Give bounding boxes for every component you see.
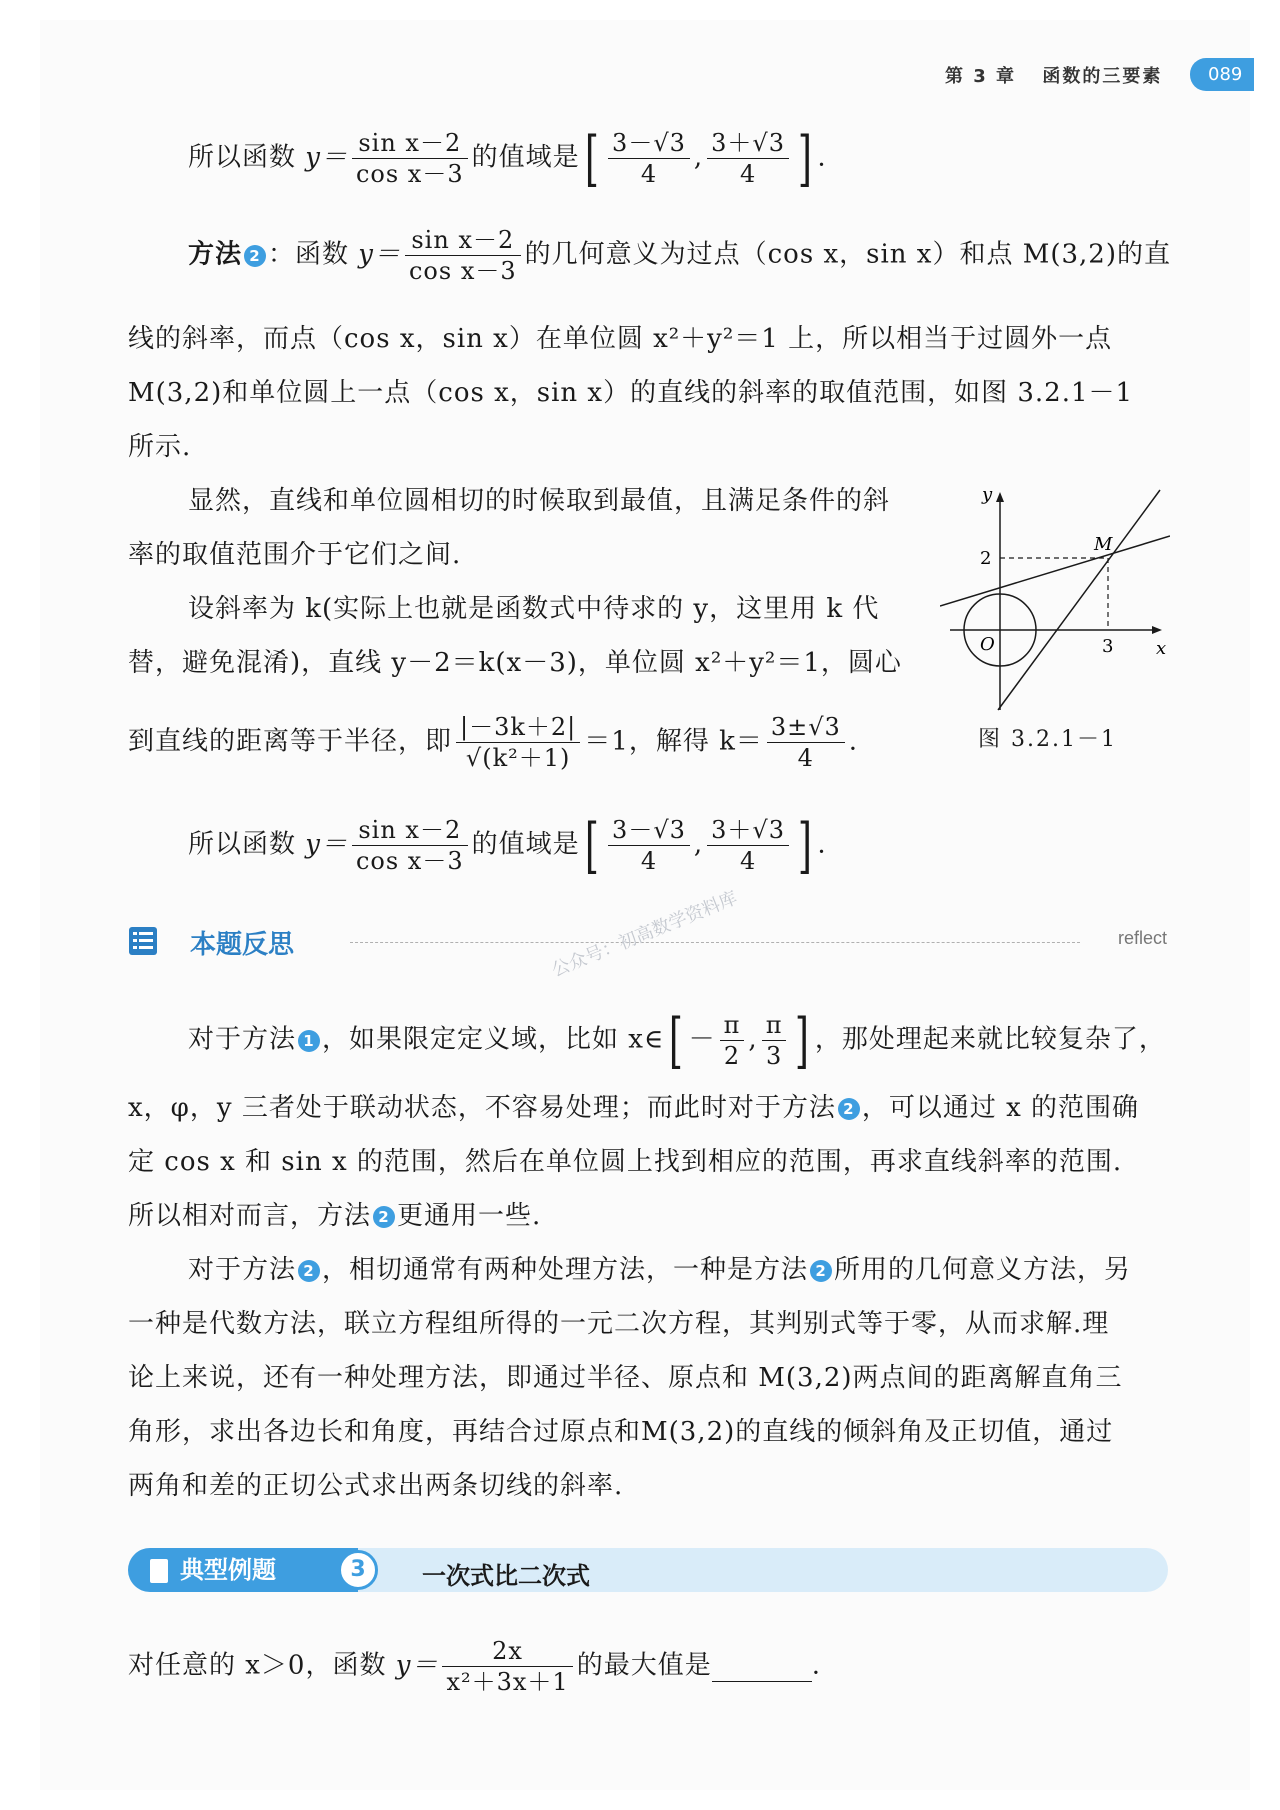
text: ＝1，解得 k＝ xyxy=(584,726,763,757)
example-title: 一次式比二次式 xyxy=(422,1562,590,1590)
frac-den: 3 xyxy=(765,1042,783,1070)
text: 的值域是 xyxy=(471,142,580,173)
frac-num: sin x－2 xyxy=(352,815,468,846)
text: 对于方法 xyxy=(188,1024,297,1055)
fraction-left xyxy=(608,128,690,189)
fraction-left xyxy=(608,815,690,876)
example-tag xyxy=(128,1548,358,1592)
text: 的值域是 xyxy=(471,829,580,860)
frac-den: 4 xyxy=(640,847,658,875)
circled-number: 2 xyxy=(373,1206,395,1228)
fraction-pi-3 xyxy=(762,1010,787,1071)
frac-den: 4 xyxy=(640,160,658,188)
reflect-line-9: 两角和差的正切公式求出两条切线的斜率. xyxy=(128,1471,624,1501)
reflect-line-7: 论上来说，还有一种处理方法，即通过半径、原点和 M(3,2)两点间的距离解直角三 xyxy=(128,1363,1123,1393)
chapter-number: 第 3 章 xyxy=(945,66,1017,87)
text: 对于方法 xyxy=(188,1255,297,1285)
label-two: 2 xyxy=(980,548,992,569)
right-bracket: ] xyxy=(797,810,813,881)
answer-blank[interactable] xyxy=(712,1651,812,1682)
tangent-line-1 xyxy=(940,536,1170,606)
reflect-line-8: 角形，求出各边长和角度，再结合过原点和M(3,2)的直线的倾斜角及正切值，通过 xyxy=(128,1417,1114,1447)
paragraph-line: 替，避免混淆)，直线 y－2＝k(x－3)，单位圆 x²＋y²＝1，圆心 xyxy=(128,648,902,678)
left-bracket: [ xyxy=(584,810,600,881)
book-icon xyxy=(150,1559,168,1583)
fraction-right xyxy=(707,128,789,189)
page-number: 089 xyxy=(1190,58,1254,91)
frac-den: 4 xyxy=(739,160,757,188)
y-axis-arrow xyxy=(996,492,1004,502)
reflect-divider xyxy=(350,942,1080,943)
frac-den: cos x－3 xyxy=(355,847,464,875)
fraction-right xyxy=(707,815,789,876)
example-tag-label: 典型例题 xyxy=(180,1556,276,1584)
fraction-sin-cos xyxy=(405,225,521,286)
frac-num: sin x－2 xyxy=(352,128,468,159)
frac-den: cos x－3 xyxy=(408,257,517,285)
frac-num: 3－√3 xyxy=(608,815,690,846)
range-line-1: 所以函数 y＝ $\frac{\text{sin x－2}}{\text{cos x－3}}$ 的值域是[ $\frac{3-√3}{4}$ , $\frac{3+√3}{4}$ ] . xyxy=(188,123,827,194)
paragraph-line: 设斜率为 k(实际上也就是函数式中待求的 y，这里用 k 代 xyxy=(188,594,880,624)
text: 更通用一些. xyxy=(397,1201,542,1231)
text: ，相切通常有两种处理方法，一种是方法 xyxy=(322,1255,809,1285)
frac-num: 2x xyxy=(442,1636,572,1667)
text: x，φ，y 三者处于联动状态，不容易处理；而此时对于方法 xyxy=(128,1093,836,1123)
text: ，可以通过 x 的范围确 xyxy=(861,1093,1140,1123)
frac-den: 4 xyxy=(739,847,757,875)
frac-num: 3＋√3 xyxy=(707,128,789,159)
example-number: 3 xyxy=(338,1550,378,1590)
method-label: 方法 xyxy=(188,239,243,270)
fraction-question xyxy=(442,1636,572,1697)
text: 所以相对而言，方法 xyxy=(128,1201,372,1231)
paragraph-line: M(3,2)和单位圆上一点（cos x，sin x）的直线的斜率的取值范围，如图 3.2.1－1 xyxy=(128,378,1134,408)
left-bracket: [ xyxy=(669,1005,684,1076)
text: . xyxy=(811,1650,821,1681)
fraction-sin-cos xyxy=(352,815,468,876)
fraction-sin-cos xyxy=(352,128,468,189)
frac-den: 2 xyxy=(723,1042,741,1070)
label-origin: O xyxy=(980,634,995,655)
distance-line xyxy=(128,712,858,773)
paragraph-line: 线的斜率，而点（cos x，sin x）在单位圆 x²＋y²＝1 上，所以相当于过圆外一点 xyxy=(128,324,1113,354)
frac-num: 3－√3 xyxy=(608,128,690,159)
paragraph-line: 所示. xyxy=(128,432,192,462)
fraction-distance xyxy=(456,712,580,773)
frac-num: 3±√3 xyxy=(767,712,845,743)
text: . xyxy=(817,142,827,173)
label-three: 3 xyxy=(1102,636,1114,657)
frac-den: cos x－3 xyxy=(355,160,464,188)
reflect-line-1: 对于方法 1 ，如果限定定义域，比如 x∈[ － $\frac{\pi}{2}$ , $\frac{\pi}{3}$ ] ，那处理起来就比较复杂了， xyxy=(188,1005,1166,1076)
watermark: 公众号：初高数学资料库 xyxy=(548,887,741,982)
y-eq: y＝ xyxy=(358,239,401,270)
frac-den: 4 xyxy=(797,744,814,772)
text: . xyxy=(848,726,859,757)
fraction-pi-2 xyxy=(720,1010,745,1071)
minus: － xyxy=(688,1024,716,1055)
frac-den: √(k²＋1) xyxy=(465,744,571,772)
text: 对任意的 x＞0，函数 xyxy=(128,1650,396,1681)
y-eq: y＝ xyxy=(305,142,348,173)
text: 所用的几何意义方法，另 xyxy=(834,1255,1132,1285)
frac-den: x²＋3x＋1 xyxy=(446,1668,569,1696)
paragraph-line: 率的取值范围介于它们之间. xyxy=(128,540,462,570)
text: ，如果限定定义域，比如 x∈ xyxy=(322,1024,665,1055)
reflect-title: 本题反思 xyxy=(190,930,295,960)
chapter-title: 函数的三要素 xyxy=(1042,66,1163,87)
text: 所以函数 xyxy=(188,829,306,860)
reflect-en: reflect xyxy=(1118,928,1168,948)
example-question xyxy=(128,1636,821,1697)
paragraph-line: 显然，直线和单位圆相切的时候取到最值，且满足条件的斜 xyxy=(188,486,891,516)
figure-caption: 图 3.2.1－1 xyxy=(978,727,1117,752)
text: ，那处理起来就比较复杂了， xyxy=(814,1024,1166,1055)
reflect-line-2 xyxy=(128,1081,1139,1135)
tangent-line-2 xyxy=(998,490,1160,710)
text: 所以函数 xyxy=(188,142,306,173)
y-eq: y＝ xyxy=(305,829,348,860)
list-icon xyxy=(128,926,158,956)
circled-number: 2 xyxy=(298,1260,320,1282)
chapter-label xyxy=(945,62,1162,88)
circled-number: 1 xyxy=(298,1030,320,1052)
frac-num: sin x－2 xyxy=(405,225,521,256)
text: 的最大值是 xyxy=(576,1650,712,1681)
left-bracket: [ xyxy=(584,123,600,194)
text: . xyxy=(817,829,827,860)
range-line-2: 所以函数 y＝ $\frac{\text{sin x－2}}{\text{cos x－3}}$ 的值域是[ $\frac{3-√3}{4}$ , $\frac{3+√3}{4}$ ] . xyxy=(188,810,827,881)
frac-num: π xyxy=(720,1010,745,1041)
reflect-line-6: 一种是代数方法，联立方程组所得的一元二次方程，其判别式等于零，从而求解.理 xyxy=(128,1309,1110,1339)
right-bracket: ] xyxy=(795,1005,811,1076)
circled-number: 2 xyxy=(838,1098,860,1120)
text: 到直线的距离等于半径，即 xyxy=(128,726,453,757)
text: 的几何意义为过点（cos x，sin x）和点 M(3,2)的直 xyxy=(524,239,1171,270)
figure-unit-circle xyxy=(940,478,1170,718)
frac-num: |－3k＋2| xyxy=(456,712,580,743)
label-x: x xyxy=(1156,638,1167,659)
circled-number: 2 xyxy=(244,245,266,267)
frac-num: 3＋√3 xyxy=(707,815,789,846)
circled-number: 2 xyxy=(810,1260,832,1282)
reflect-line-5 xyxy=(188,1243,1131,1297)
x-axis-arrow xyxy=(1152,626,1162,634)
label-y: y xyxy=(982,484,993,505)
right-bracket: ] xyxy=(797,123,813,194)
method-2-line xyxy=(188,225,1171,286)
text: ：函数 xyxy=(268,239,359,270)
y-eq: y＝ xyxy=(395,1650,439,1681)
reflect-line-3: 定 cos x 和 sin x 的范围，然后在单位圆上找到相应的范围，再求直线斜率的范围. xyxy=(128,1147,1123,1177)
label-M: M xyxy=(1094,534,1113,555)
frac-num: π xyxy=(762,1010,787,1041)
fraction-k xyxy=(767,712,845,773)
reflect-line-4 xyxy=(128,1189,541,1243)
